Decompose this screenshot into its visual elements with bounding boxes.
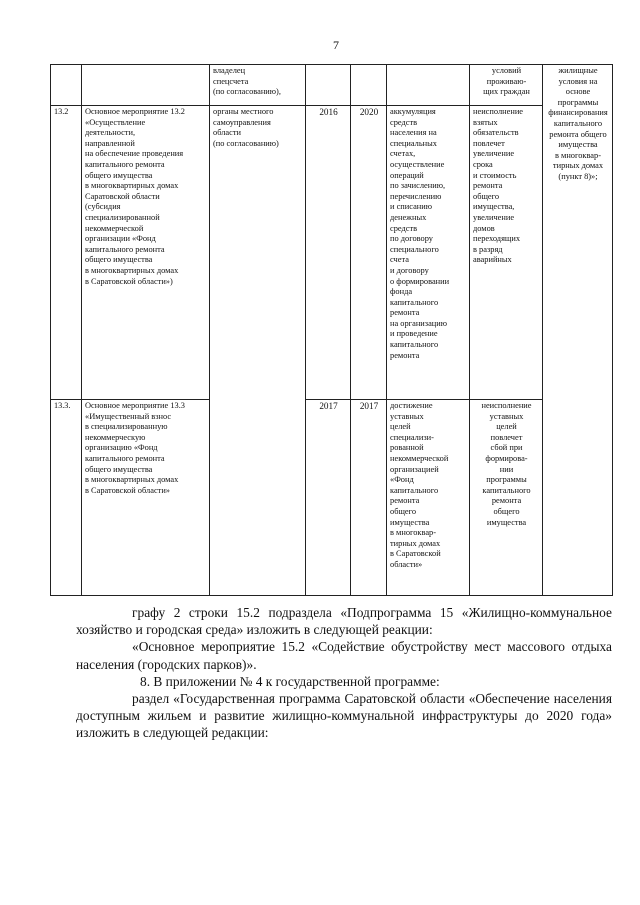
cell-year-start: 2016 [306, 106, 351, 400]
cell-executor: владелец спецсчета (по согласованию), [210, 65, 306, 106]
cell-year-start [306, 65, 351, 106]
cell-year-end [351, 65, 387, 106]
cell-consequences: неисполнение уставных целей повлечет сбой при формирова- нии программы капитального ремонта общего имущества [470, 400, 543, 596]
table-row-13-3 [51, 400, 613, 596]
paragraph-amend-column: графу 2 строки 15.2 подраздела «Подпрограмма 15 «Жилищно-коммунальное хозяйство и городская среда» изложить в следующей реакции: [76, 605, 612, 638]
cell-year-start: 2017 [306, 400, 351, 596]
cell-result: аккумуляция средств населения на специальных счетах, осуществление операций по зачислению, перечислению и списанию денежных средств по договору специального счета и договору о формировании фонда капитального ремонта на организацию и проведение капитального ремонта [387, 106, 470, 400]
cell-year-end: 2020 [351, 106, 387, 400]
page-number: 7 [333, 38, 339, 52]
cell-result: достижение уставных целей специализи- рованной некоммерческой организацией «Фонд капитального ремонта общего имущества в многоквар- тирных домах в Саратовской области» [387, 400, 470, 596]
cell-result [387, 65, 470, 106]
program-table [50, 64, 613, 596]
cell-consequences: неисполнение взятых обязательств повлечет увеличение срока и стоимость ремонта общего имущества, увеличение домов переходящих в разряд аварийных [470, 106, 543, 400]
cell-name: Основное мероприятие 13.2 «Осуществление деятельности, направленной на обеспечение проведения капитального ремонта общего имущества в многоквартирных домах Саратовской области (субсидия специализированной некоммерческой организации «Фонд капитального ремонта общего имущества в многоквартирных домах в Саратовской области») [82, 106, 210, 400]
table-row-13-2 [51, 106, 613, 400]
cell-number: 13.2 [51, 106, 82, 400]
cell-number [51, 65, 82, 106]
paragraph-measure-15-2: «Основное мероприятие 15.2 «Содействие обустройству мест массового отдыха населения (городских парков)». [76, 639, 612, 672]
body-text [76, 604, 612, 742]
cell-number: 13.3. [51, 400, 82, 596]
cell-name [82, 65, 210, 106]
cell-executor: органы местного самоуправления области (по согласованию) [210, 106, 306, 596]
paragraph-section-program: раздел «Государственная программа Саратовской области «Обеспечение населения доступным жильем и развитие жилищно-коммунальной инфраструктуры до 2020 года» изложить в следующей редакции: [76, 691, 612, 741]
cell-link-indicator: жилищные условия на основе программы финансирования капитального ремонта общего имущества в многоквар- тирных домах (пункт 8)»; [543, 65, 613, 596]
paragraph-appendix-4: 8. В приложении № 4 к государственной программе: [140, 673, 440, 689]
table-row-continuation [51, 65, 613, 106]
cell-year-end: 2017 [351, 400, 387, 596]
cell-name: Основное мероприятие 13.3 «Имущественный взнос в специализированную некоммерческую организацию «Фонд капитального ремонта общего имущества в многоквартирных домах в Саратовской области» [82, 400, 210, 596]
cell-consequences: условий проживаю- щих граждан [470, 65, 543, 106]
